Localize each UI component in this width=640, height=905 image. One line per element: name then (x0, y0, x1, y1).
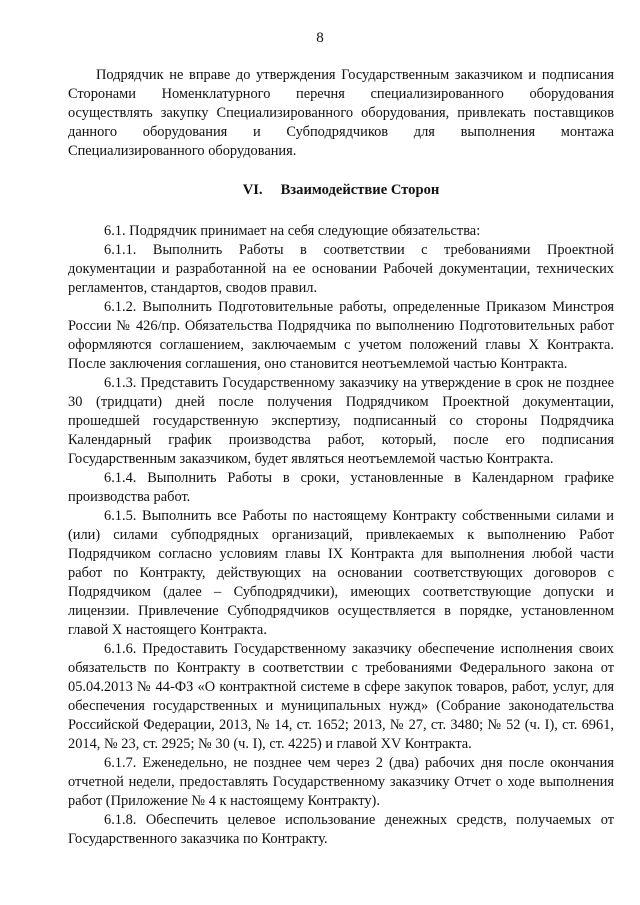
paragraph-6-1-4: 6.1.4. Выполнить Работы в сроки, установленные в Календарном графике производства работ. (68, 470, 614, 505)
paragraph-6-1: 6.1. Подрядчик принимает на себя следующие обязательства: (104, 223, 481, 239)
section-number: VI. (242, 182, 263, 198)
paragraph-6-1-6: 6.1.6. Предоставить Государственному заказчику обеспечение исполнения своих обязательств по Контракту в соответствии с требованиями Федерального закона от 05.04.2013 № 44-ФЗ «О контрактной системе в сфере закупок товаров, работ, услуг, для обеспечения государственных и муниципальных нужд» (Собрание законодательства Российской Федерации, 2013, № 14, ст. 1652; 2013, № 27, ст. 3480; № 52 (ч. I), ст. 6961, 2014, № 23, ст. 2925; № 30 (ч. I), ст. 4225) и главой XV Контракта. (68, 641, 614, 752)
paragraph-6-1-8: 6.1.8. Обеспечить целевое использование денежных средств, получаемых от Государственного заказчика по Контракту. (68, 812, 614, 847)
document-body (68, 66, 614, 849)
paragraph-6-1-2: 6.1.2. Выполнить Подготовительные работы, определенные Приказом Минстроя России № 426/пр. Обязательства Подрядчика по выполнению Подготовительных работ оформляются соглашением, заключаемым с учетом положений главы X Контракта. После заключения соглашения, оно становится неотъемлемой частью Контракта. (68, 299, 614, 372)
section-title: Взаимодействие Сторон (280, 182, 440, 198)
paragraph-6-1-7: 6.1.7. Еженедельно, не позднее чем через 2 (два) рабочих дня после окончания отчетной недели, предоставлять Государственному заказчику Отчет о ходе выполнения работ (Приложение № 4 к настоящему Контракту). (68, 755, 614, 809)
paragraph-6-1-5: 6.1.5. Выполнить все Работы по настоящему Контракту собственными силами и (или) силами субподрядных организаций, привлекаемых к выполнению Работ Подрядчиком согласно условиям главы IX Контракта для выполнения любой части работ по Контракту, действующих на основании соответствующих договоров с Подрядчиком (далее – Субподрядчики), имеющих соответствующие допуски и лицензии. Привлечение Субподрядчиков осуществляется в порядке, установленном главой X настоящего Контракта. (68, 508, 614, 638)
page-number: 8 (316, 30, 324, 46)
paragraph-6-1-1: 6.1.1. Выполнить Работы в соответствии с требованиями Проектной документации и разработанной на ее основании Рабочей документации, технических регламентов, стандартов, сводов правил. (68, 242, 614, 296)
intro-paragraph: Подрядчик не вправе до утверждения Государственным заказчиком и подписания Сторонами Номенклатурного перечня специализированного оборудования осуществлять закупку Специализированного оборудования, привлекать поставщиков данного оборудования и Субподрядчиков для выполнения монтажа Специализированного оборудования. (68, 67, 614, 159)
section-heading (68, 181, 614, 200)
paragraph-6-1-3: 6.1.3. Представить Государственному заказчику на утверждение в срок не позднее 30 (тридцати) дней после получения Подрядчиком Проектной документации, прошедшей государственную экспертизу, подписанный со стороны Подрядчика Календарный график производства работ, который, после его подписания Государственным заказчиком, будет являться неотъемлемой частью Контракта. (68, 375, 614, 467)
